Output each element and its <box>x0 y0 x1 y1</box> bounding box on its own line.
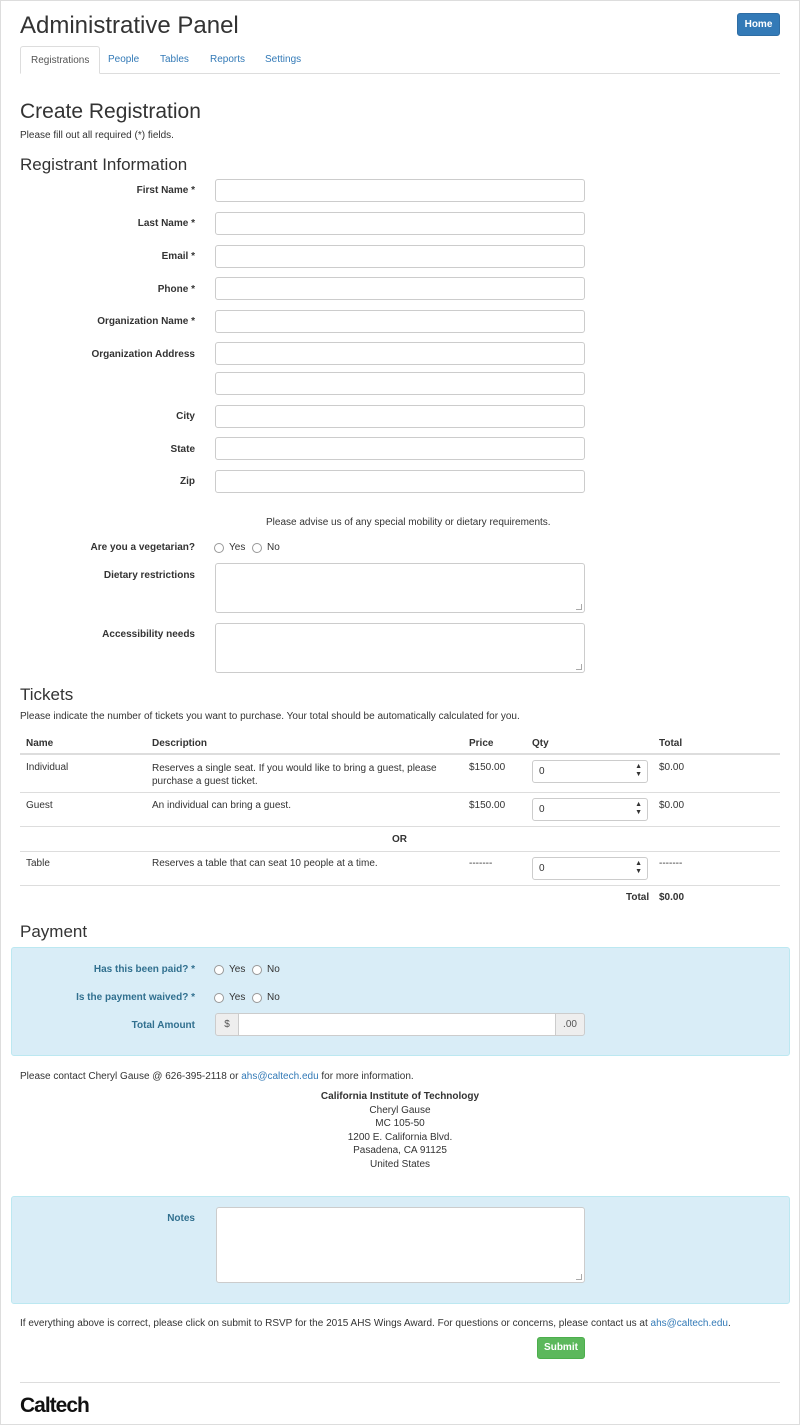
organization-address-label: Organization Address <box>91 349 195 360</box>
organization-name-label: Organization Name * <box>97 316 195 327</box>
col-header-qty: Qty <box>532 738 549 749</box>
ticket-qty-select-individual[interactable] <box>532 760 648 783</box>
ticket-total: $0.00 <box>659 762 685 773</box>
ticket-name: Guest <box>26 800 53 811</box>
ticket-price: $150.00 <box>469 762 506 773</box>
address-mail-code: MC 105-50 <box>375 1118 425 1129</box>
row-divider <box>20 885 780 886</box>
registrant-heading: Registrant Information <box>20 155 188 174</box>
tickets-instructions: Please indicate the number of tickets you want to purchase. Your total should be automatically calculated for you. <box>20 711 520 722</box>
currency-prefix: $ <box>215 1013 239 1036</box>
paid-yes-label: Yes <box>229 964 246 975</box>
organization-name-input[interactable] <box>215 310 585 333</box>
ticket-qty-select-table[interactable] <box>532 857 648 880</box>
address-contact-name: Cheryl Gause <box>369 1105 431 1116</box>
notes-textarea[interactable] <box>216 1207 585 1283</box>
ticket-description: Reserves a single seat. If you would like to bring a guest, please purchase a guest ticket. <box>152 763 437 787</box>
or-separator: OR <box>392 834 407 845</box>
caltech-logo: Caltech <box>20 1394 89 1417</box>
form-title: Create Registration <box>20 100 201 123</box>
ticket-total: $0.00 <box>659 800 685 811</box>
col-header-name: Name <box>26 738 54 749</box>
paid-yes-radio[interactable] <box>214 965 224 975</box>
city-label: City <box>176 411 195 422</box>
paid-no-label: No <box>267 964 280 975</box>
email-label: Email * <box>161 251 195 262</box>
confirm-text-before: If everything above is correct, please click on submit to RSVP for the 2015 AHS Wings Award. For questions or concerns, please contact us at <box>20 1318 651 1329</box>
state-label: State <box>170 444 195 455</box>
footer-divider <box>20 1382 780 1383</box>
ticket-total: ------- <box>659 858 683 869</box>
row-divider <box>20 792 780 793</box>
contact-text-before: Please contact Cheryl Gause @ 626-395-2118 or <box>20 1071 242 1082</box>
ticket-description: Reserves a table that can seat 10 people at a time. <box>152 858 378 869</box>
resize-grip-icon[interactable] <box>576 604 582 610</box>
zip-label: Zip <box>180 476 195 487</box>
row-divider <box>20 851 780 852</box>
resize-grip-icon[interactable] <box>576 664 582 670</box>
tab-registrations[interactable]: Registrations <box>20 46 100 74</box>
col-header-total: Total <box>659 738 683 749</box>
tickets-heading: Tickets <box>20 685 74 704</box>
table-header-divider <box>20 753 780 755</box>
accessibility-needs-textarea[interactable] <box>215 623 585 673</box>
vegetarian-yes-radio[interactable] <box>214 543 224 553</box>
address-institution: California Institute of Technology <box>320 1091 480 1102</box>
city-input[interactable] <box>215 405 585 428</box>
address-country: United States <box>369 1159 431 1170</box>
payment-heading: Payment <box>20 922 88 941</box>
confirm-text-after: . <box>727 1318 731 1329</box>
vegetarian-no-label: No <box>267 542 280 553</box>
phone-label: Phone * <box>157 284 195 295</box>
tab-tables[interactable]: Tables <box>160 54 189 65</box>
ticket-name: Individual <box>26 762 69 773</box>
form-instructions: Please fill out all required (*) fields. <box>20 130 174 141</box>
ticket-price: $150.00 <box>469 800 506 811</box>
phone-input[interactable] <box>215 277 585 300</box>
contact-email-link[interactable]: ahs@caltech.edu <box>241 1071 319 1082</box>
vegetarian-yes-label: Yes <box>229 542 246 553</box>
zip-input[interactable] <box>215 470 585 493</box>
accessibility-needs-label: Accessibility needs <box>102 629 195 640</box>
tab-reports[interactable]: Reports <box>210 54 246 65</box>
contact-text <box>20 1071 414 1082</box>
ticket-name: Table <box>26 858 50 869</box>
ticket-qty-select-guest[interactable] <box>532 798 648 821</box>
row-divider <box>20 826 780 827</box>
col-header-price: Price <box>469 738 494 749</box>
select-arrows-icon: ▲ ▼ <box>635 763 642 778</box>
first-name-input[interactable] <box>215 179 585 202</box>
select-arrows-icon: ▲ ▼ <box>635 801 642 816</box>
confirm-email-link[interactable]: ahs@caltech.edu <box>650 1318 728 1329</box>
dietary-restrictions-textarea[interactable] <box>215 563 585 613</box>
waived-label: Is the payment waived? * <box>76 992 195 1003</box>
notes-label: Notes <box>167 1213 195 1224</box>
grand-total-label: Total <box>626 892 650 903</box>
organization-address-line2-input[interactable] <box>215 372 585 395</box>
total-amount-input[interactable] <box>238 1013 556 1036</box>
vegetarian-label: Are you a vegetarian? <box>90 542 195 553</box>
last-name-label: Last Name * <box>137 218 195 229</box>
cents-suffix: .00 <box>555 1013 585 1036</box>
submit-button[interactable]: Submit <box>537 1337 585 1359</box>
page-title: Administrative Panel <box>20 12 239 39</box>
advise-note: Please advise us of any special mobility or dietary requirements. <box>266 517 551 528</box>
waived-no-radio[interactable] <box>252 993 262 1003</box>
ticket-price: ------- <box>469 858 493 869</box>
first-name-label: First Name * <box>136 185 195 196</box>
tab-settings[interactable]: Settings <box>265 54 302 65</box>
waived-yes-radio[interactable] <box>214 993 224 1003</box>
waived-yes-label: Yes <box>229 992 246 1003</box>
qty-value: 0 <box>539 863 545 874</box>
dietary-restrictions-label: Dietary restrictions <box>103 570 195 581</box>
contact-text-after: for more information. <box>318 1071 414 1082</box>
organization-address-line1-input[interactable] <box>215 342 585 365</box>
confirm-text <box>20 1318 731 1329</box>
paid-label: Has this been paid? * <box>93 964 195 975</box>
last-name-input[interactable] <box>215 212 585 235</box>
paid-no-radio[interactable] <box>252 965 262 975</box>
waived-no-label: No <box>267 992 280 1003</box>
resize-grip-icon[interactable] <box>576 1274 582 1280</box>
address-city: Pasadena, CA 91125 <box>353 1145 447 1156</box>
address-street: 1200 E. California Blvd. <box>347 1132 453 1143</box>
state-input[interactable] <box>215 437 585 460</box>
grand-total-value: $0.00 <box>659 892 685 903</box>
col-header-description: Description <box>152 738 208 749</box>
qty-value: 0 <box>539 804 545 815</box>
tab-people[interactable]: People <box>108 54 140 65</box>
vegetarian-no-radio[interactable] <box>252 543 262 553</box>
email-input[interactable] <box>215 245 585 268</box>
ticket-description: An individual can bring a guest. <box>152 800 291 811</box>
select-arrows-icon: ▲ ▼ <box>635 860 642 875</box>
home-button[interactable]: Home <box>737 13 780 36</box>
qty-value: 0 <box>539 766 545 777</box>
total-amount-label: Total Amount <box>131 1020 195 1031</box>
